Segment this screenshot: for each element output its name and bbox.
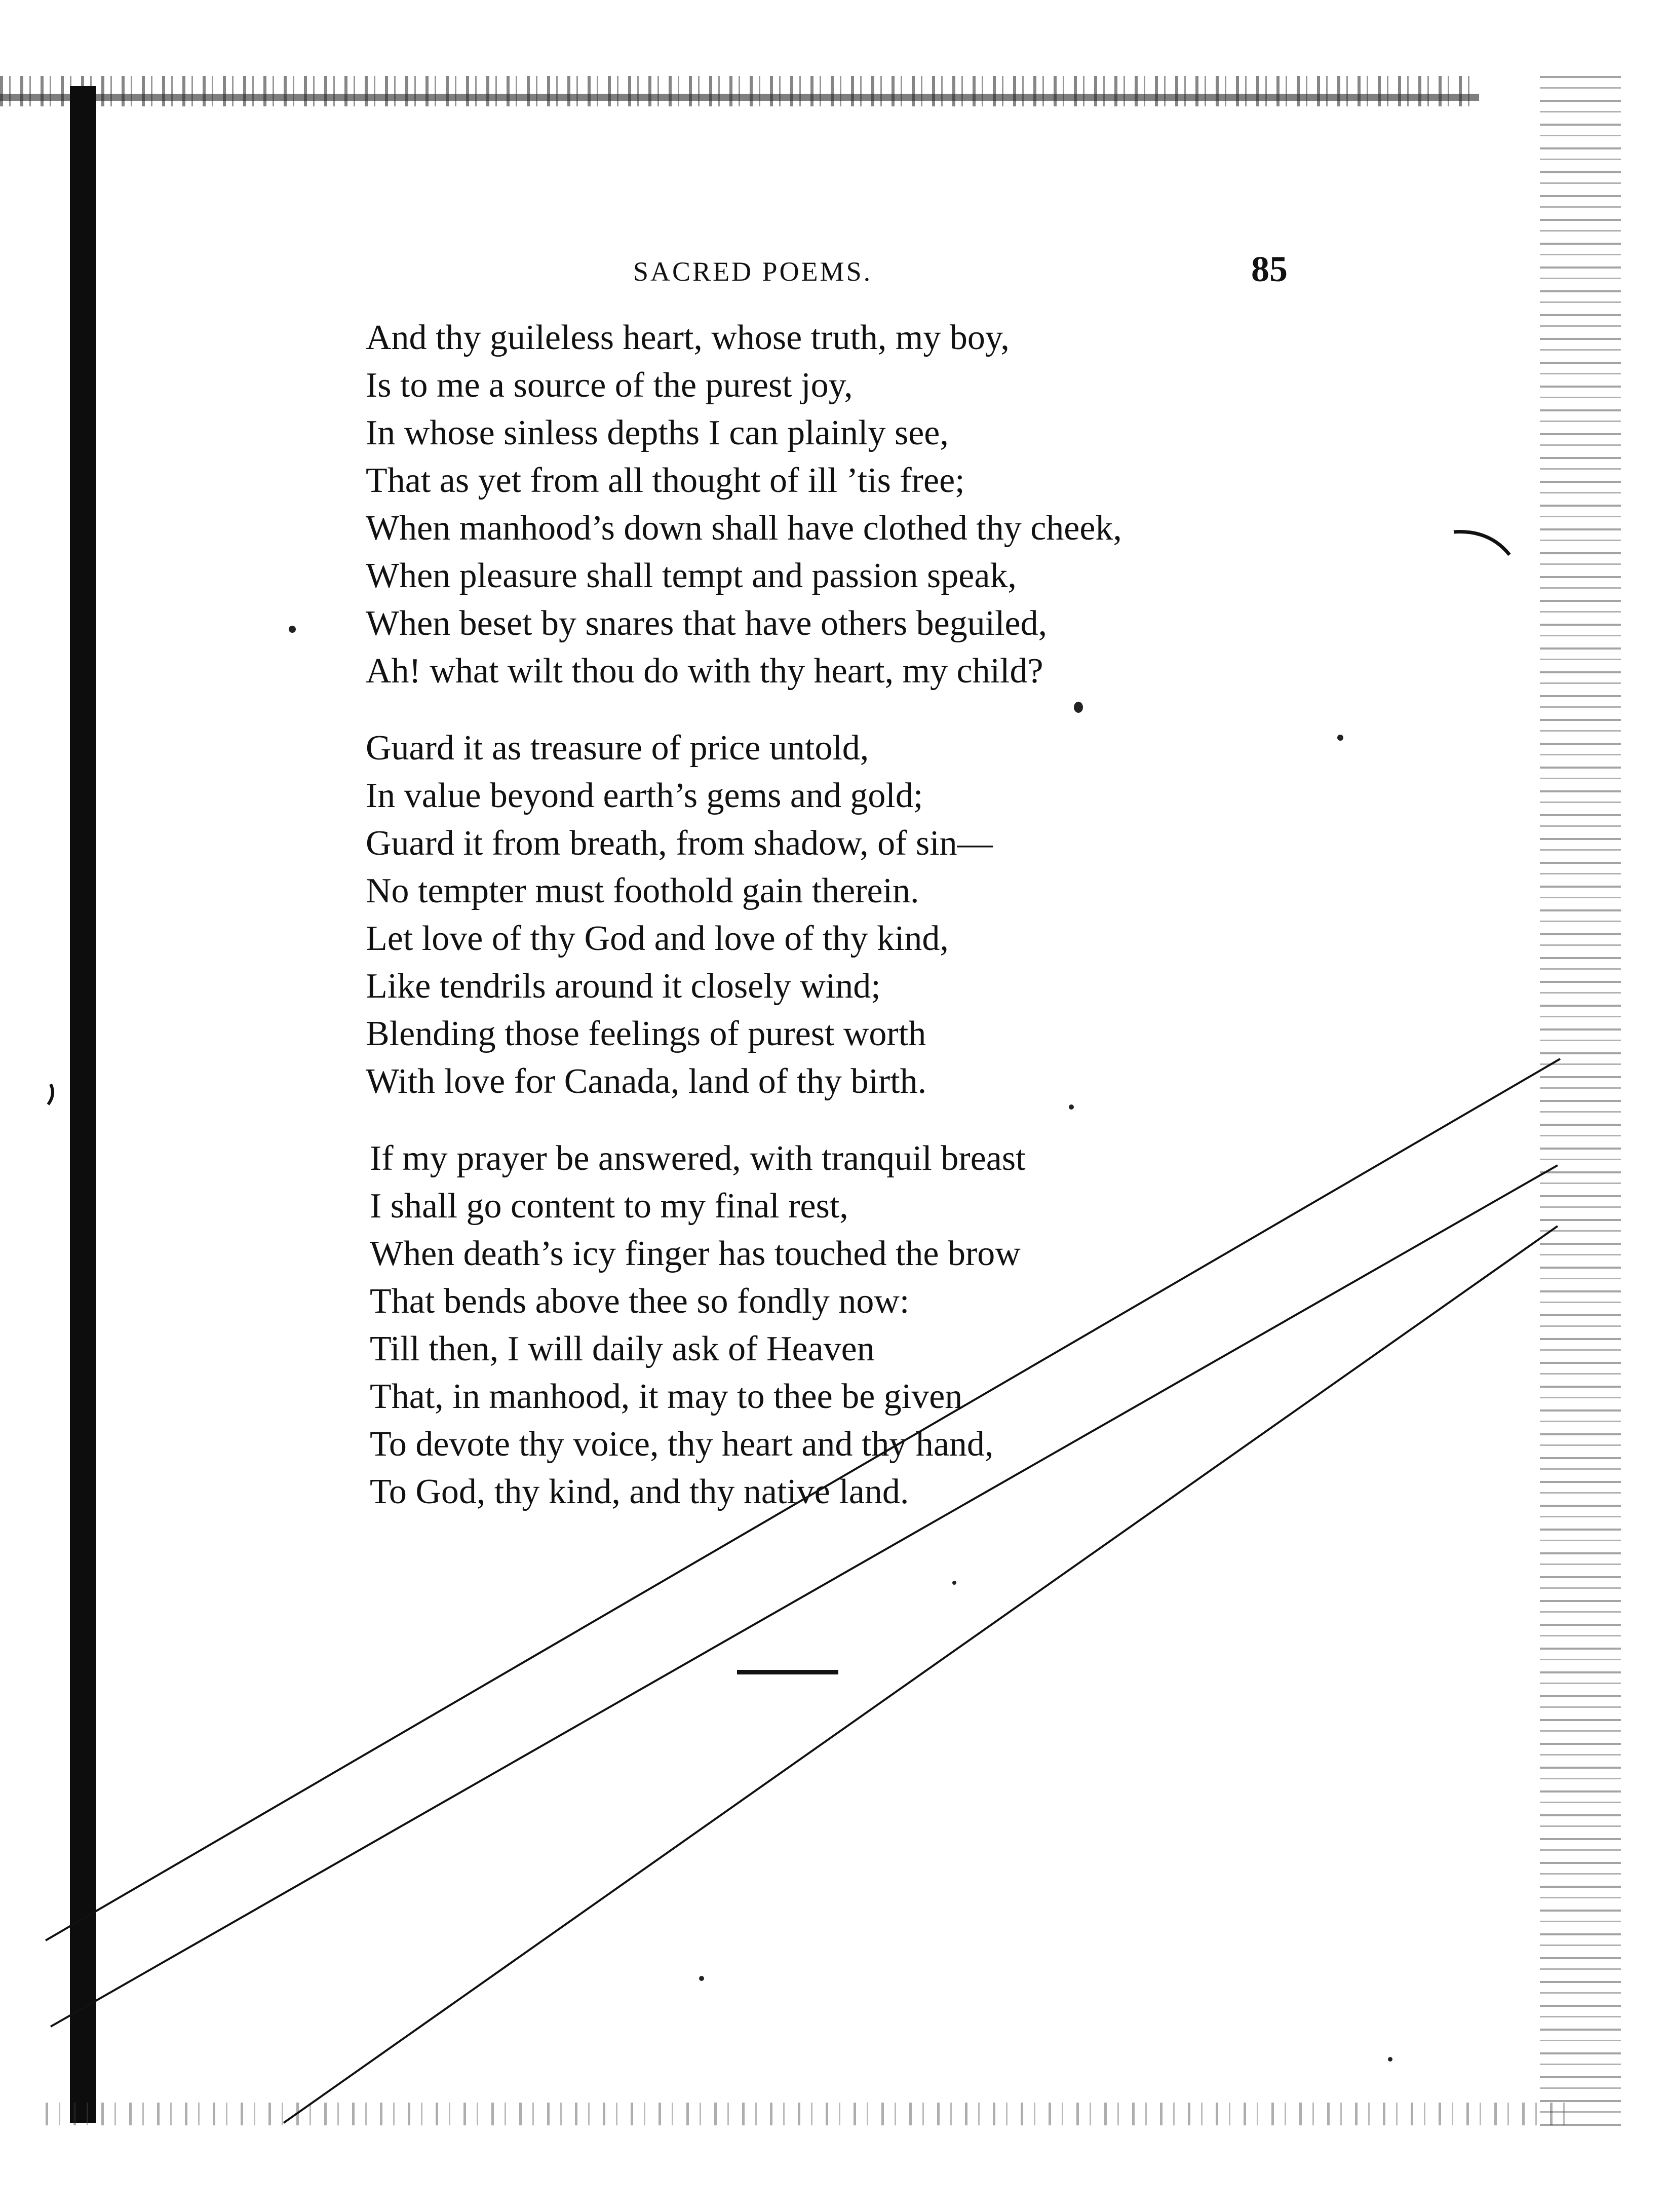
poem-line: That, in manhood, it may to thee be given: [370, 1377, 963, 1416]
poem-line: And thy guileless heart, whose truth, my boy,: [366, 318, 1010, 357]
margin-tick: [48, 1084, 53, 1104]
ink-speck: [1388, 2057, 1392, 2062]
stanza-2: [366, 724, 1338, 1105]
poem-line: When death’s icy finger has touched the brow: [370, 1234, 1021, 1273]
poem-line: When beset by snares that have others beguiled,: [366, 604, 1048, 643]
poem-line: Like tendrils around it closely wind;: [366, 967, 881, 1006]
ink-speck: [699, 1976, 704, 1981]
page-number: 85: [1251, 249, 1288, 289]
poem-line: Ah! what wilt thou do with thy heart, my child?: [366, 652, 1043, 691]
stanza-3: [366, 1135, 1338, 1516]
poem-line: That bends above thee so fondly now:: [370, 1282, 910, 1321]
poem-line: To devote thy voice, thy heart and thy hand,: [370, 1425, 994, 1464]
poem-line: In whose sinless depths I can plainly see,: [366, 413, 949, 452]
poem-line: To God, thy kind, and thy native land.: [370, 1472, 909, 1511]
ink-speck: [1074, 702, 1083, 713]
poem-line: No tempter must foothold gain therein.: [366, 871, 919, 910]
poem-line: If my prayer be answered, with tranquil breast: [370, 1139, 1026, 1178]
poem-line: Blending those feelings of purest worth: [366, 1014, 926, 1053]
poem-line: With love for Canada, land of thy birth.: [366, 1062, 927, 1101]
poem-line: I shall go content to my final rest,: [370, 1187, 848, 1226]
poem-line: Let love of thy God and love of thy kind,: [366, 919, 949, 958]
poem-line: When pleasure shall tempt and passion speak,: [366, 556, 1017, 595]
poem-line: That as yet from all thought of ill ’tis free;: [366, 461, 965, 500]
poem-line: When manhood’s down shall have clothed thy cheek,: [366, 509, 1122, 548]
poem-line: Guard it from breath, from shadow, of sin—: [366, 824, 993, 863]
end-of-poem-rule: [737, 1670, 838, 1674]
poem-line: In value beyond earth’s gems and gold;: [366, 776, 923, 815]
poem-line: Guard it as treasure of price untold,: [366, 729, 869, 768]
running-head: SACRED POEMS.: [633, 256, 873, 287]
stanza-1: [366, 314, 1338, 695]
margin-mark: [1454, 532, 1509, 555]
poem-line: Is to me a source of the purest joy,: [366, 366, 853, 405]
ink-speck: [289, 626, 296, 633]
poem-line: Till then, I will daily ask of Heaven: [370, 1329, 875, 1368]
ink-speck: [952, 1581, 956, 1585]
